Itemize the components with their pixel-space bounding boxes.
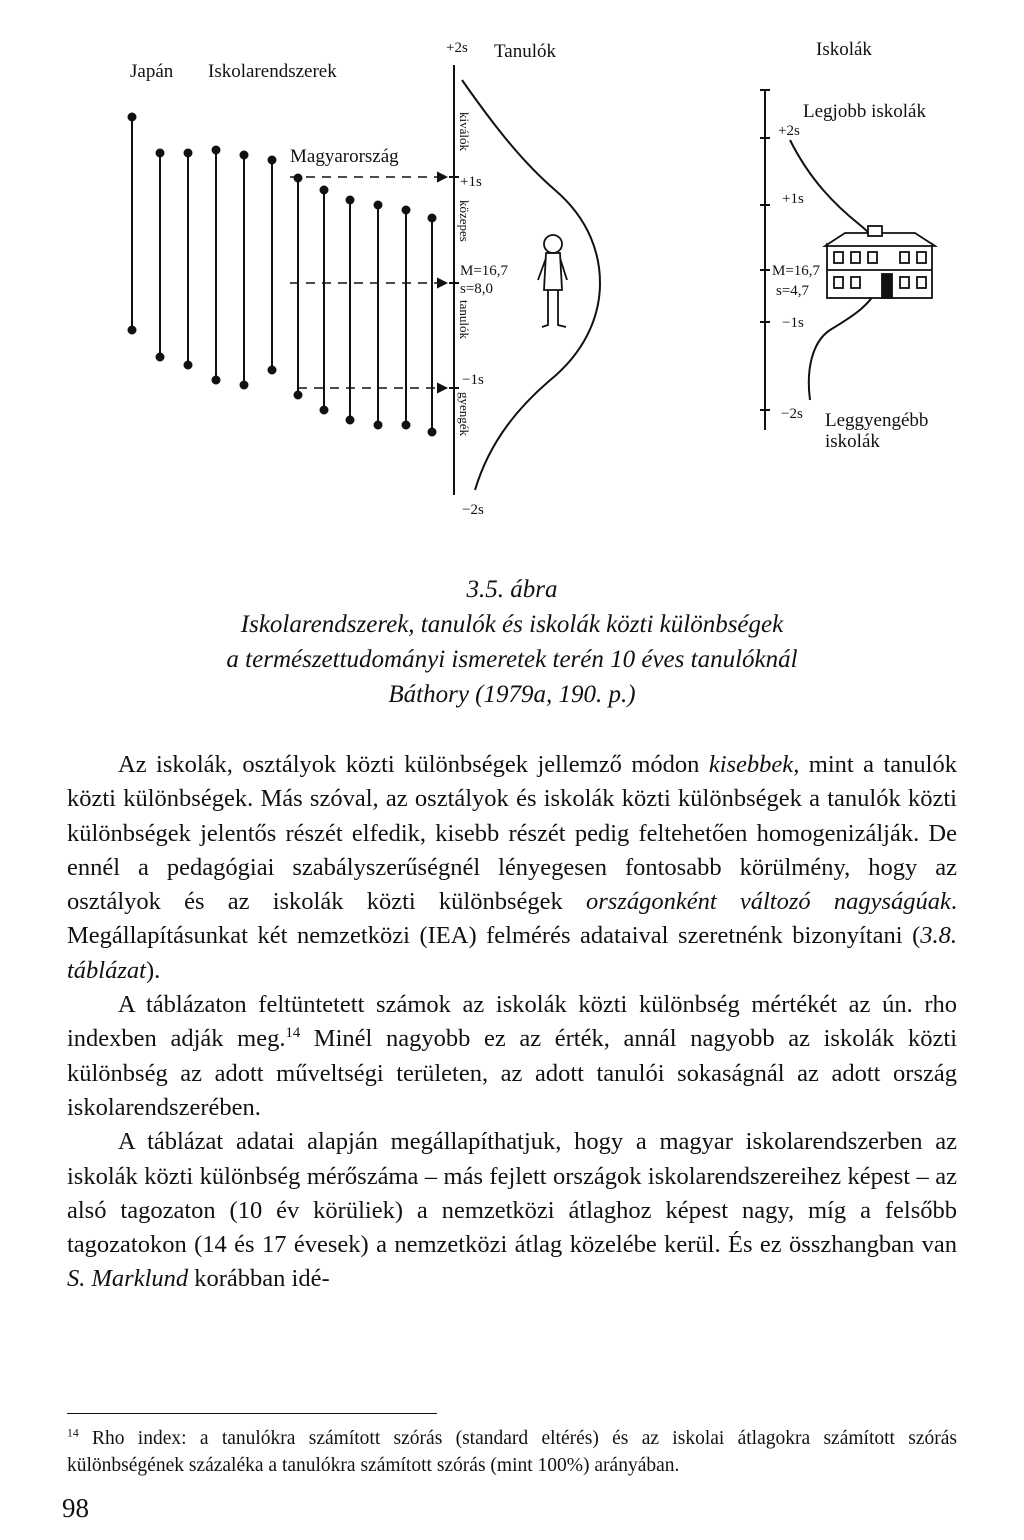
- figure-caption: [100, 572, 924, 712]
- table-reference: 3.8. táblázat: [67, 922, 957, 984]
- label-hungary: Magyarország: [290, 146, 399, 167]
- label-average: közepes: [457, 200, 472, 242]
- label-weakest-schools-2: iskolák: [825, 431, 880, 452]
- school-sd: s=4,7: [776, 283, 810, 299]
- label-excellent: kiválók: [457, 112, 472, 151]
- label-school-systems: Iskolarendszerek: [208, 61, 337, 82]
- hungary-arrows: [290, 177, 447, 388]
- emphasis: országonként változó nagyságúak: [585, 888, 951, 916]
- label-schools: Iskolák: [816, 39, 872, 60]
- footnote-divider: [67, 1413, 437, 1414]
- author-name: S. Marklund: [67, 1265, 189, 1293]
- footnote-reference: 14: [285, 1025, 301, 1042]
- school-system-bar-hungary: [295, 175, 302, 399]
- school-system-bar: [375, 202, 382, 429]
- student-plus1s: +1s: [460, 174, 482, 190]
- school-system-bar: [403, 207, 410, 429]
- footnote-text: Rho index: a tanulókra számított szórás (standard eltérés) és az iskolai átlagokra számított szórás különbségének százaléka a tanulókra számított szórás (mint 100%) arányában.: [67, 1428, 957, 1476]
- school-system-bar: [185, 150, 192, 369]
- school-minus2s: −2s: [781, 406, 803, 422]
- school-system-bar: [347, 197, 354, 424]
- school-system-bar: [321, 187, 328, 414]
- school-minus1s: −1s: [782, 315, 804, 331]
- school-building-icon: [825, 226, 935, 298]
- school-system-bar: [241, 152, 248, 389]
- student-plus2s-top: +2s: [446, 40, 468, 56]
- footnote: [67, 1425, 957, 1479]
- label-average-students: tanulók: [457, 300, 472, 339]
- label-japan: Japán: [130, 61, 174, 82]
- label-weakest-schools-1: Leggyengébb: [825, 410, 929, 431]
- paragraph-2: A táblázaton feltüntetett számok az iskolák közti különbség mértékét az ún. rho indexben adják meg.$^{14}$ Minél nagyobb ez az érték, annál nagyobb az iskolák közti különbség az adott műveltségi területen, az adott tanulói sokaságnál az adott ország iskolarendszerében.: [67, 991, 958, 1121]
- paragraph-3: A táblázat adatai alapján megállapíthatjuk, hogy a magyar iskolarendszerben az iskolák közti különbség mérőszáma – más fejlett országok iskolarendszereihez képest – az alsó tagozaton (10 év körüliek) a nemzetközi átlaghoz képest nagy, míg a felsőbb tagozatokon (14 és 17 évesek) a nemzetközi átlag közelébe kerül. És ez összhangban van S. Marklund korábban idé-: [67, 1128, 957, 1293]
- student-minus2s: −2s: [462, 502, 484, 518]
- caption-line2: a természettudományi ismeretek terén 10 éves tanulóknál: [226, 646, 798, 673]
- school-system-bar: [213, 147, 220, 384]
- emphasis: kisebbek: [708, 751, 794, 778]
- caption-line1: Iskolarendszerek, tanulók és iskolák közti különbségek: [240, 611, 784, 638]
- student-sd: s=8,0: [460, 281, 494, 297]
- student-mean: M=16,7: [460, 263, 509, 279]
- school-system-bar: [157, 150, 164, 361]
- school-plus1s: +1s: [782, 191, 804, 207]
- page-number: 98: [62, 1493, 89, 1523]
- figure-3-5: [0, 0, 1024, 540]
- label-students: Tanulók: [494, 41, 556, 62]
- label-best-schools: Legjobb iskolák: [803, 101, 926, 122]
- school-system-bar: [269, 157, 276, 374]
- student-figure-icon: [538, 235, 567, 327]
- body-text: [67, 748, 957, 1297]
- paragraph-1: Az iskolák, osztályok közti különbségek jellemző módon kisebbek, mint a tanulók közti különbségek. Más szóval, az osztályok és iskolák közti különbségek a tanulók közti különbségek jelentős részét elfedik, kisebb részét pedig feltehetően homogenizálják. De ennél a pedagógiai szabályszerűségnél lényegesen fontosabb körülmény, hogy az osztályok és az iskolák közti különbségek országonként változó nagyságúak. Megállapításunkat két nemzetközi (IEA) felmérés adataival szeretnénk bizonyítani (3.8. táblázat).: [67, 751, 957, 984]
- school-mean: M=16,7: [772, 263, 821, 279]
- footnote-mark: 14: [67, 1426, 79, 1440]
- student-minus1s: −1s: [462, 372, 484, 388]
- caption-number: 3.5. ábra: [466, 576, 558, 603]
- school-system-bar-japan: [129, 114, 136, 334]
- school-system-bar: [429, 215, 436, 436]
- label-weak: gyengék: [457, 392, 472, 437]
- caption-line3: Báthory (1979a, 190. p.): [388, 681, 636, 708]
- school-plus2s: +2s: [778, 123, 800, 139]
